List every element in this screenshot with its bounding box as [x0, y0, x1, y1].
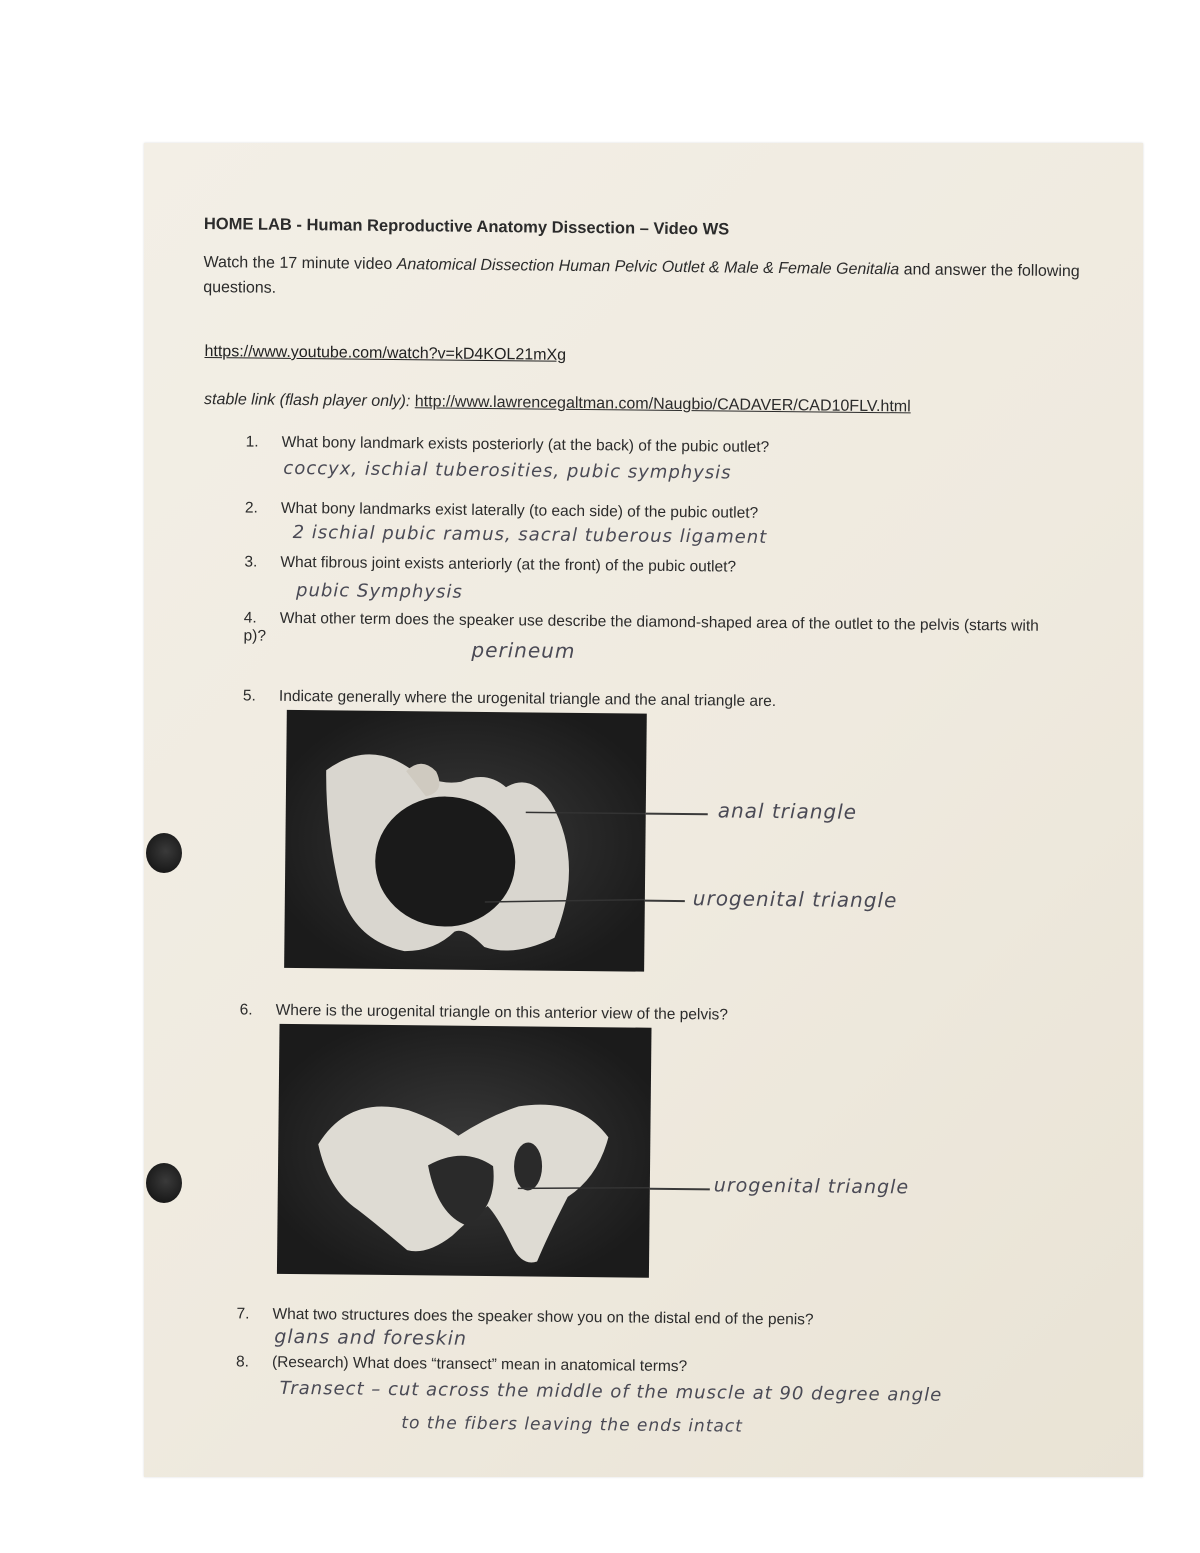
urogenital-leader-line [645, 900, 685, 902]
question-number: 6. [239, 1001, 253, 1019]
question-3 [244, 553, 736, 576]
intro-prefix: Watch the 17 minute video [203, 253, 397, 274]
stable-link-line [204, 391, 911, 416]
urogenital-triangle-label: urogenital triangle [692, 886, 898, 913]
answer-7: glans and foreskin [274, 1325, 468, 1350]
page-title: HOME LAB - Human Reproductive Anatomy Dissection – Video WS [203, 215, 730, 239]
question-number: 3. [244, 553, 258, 571]
anal-triangle-label: anal triangle [717, 798, 858, 824]
pelvis-outlet-illustration [284, 710, 647, 972]
stable-link-label: stable link (flash player only): [203, 391, 411, 411]
anal-leader-line [646, 813, 708, 815]
question-2 [245, 499, 758, 522]
intro-paragraph [203, 251, 1103, 310]
worksheet-content [203, 215, 1104, 1437]
intro-suffix: and answer the following questions. [203, 261, 1080, 297]
question-text: Indicate generally where the urogenital triangle and the anal triangle are. [278, 687, 777, 711]
answer-1: coccyx, ischial tuberosities, pubic symphysis [283, 457, 732, 484]
answer-4: perineum [471, 637, 576, 663]
question-4 [243, 609, 1063, 654]
question-text: What two structures does the speaker show you on the distal end of the penis? [272, 1305, 814, 1329]
question-6 [240, 1001, 728, 1024]
youtube-link[interactable]: https://www.youtube.com/watch?v=kD4KOL21mXg [204, 343, 567, 364]
answer-8-line-2: to the fibers leaving the ends intact [401, 1413, 743, 1437]
question-text: What fibrous joint exists anteriorly (at the front) of the pubic outlet? [280, 553, 737, 576]
question-text: What other term does the speaker use describe the diamond-shaped area of the outlet to the pelvis (starts with p)? [243, 609, 1039, 645]
stable-link-url[interactable]: http://www.lawrencegaltman.com/Naugbio/CADAVER/CAD10FLV.html [414, 393, 911, 416]
pelvis-anterior-photo [277, 1024, 652, 1278]
question-number: 2. [244, 499, 258, 517]
answer-3: pubic Symphysis [295, 579, 463, 603]
question-number: 7. [236, 1305, 250, 1323]
question-text: Where is the urogenital triangle on this anterior view of the pelvis? [275, 1001, 729, 1024]
urogenital-triangle-label-2: urogenital triangle [713, 1174, 910, 1199]
question-8 [236, 1353, 687, 1376]
worksheet-page [144, 143, 1143, 1477]
intro-video-title: Anatomical Dissection Human Pelvic Outlet & Male & Female Genitalia [396, 256, 900, 279]
answer-2: 2 ischial pubic ramus, sacral tuberous ligament [292, 521, 768, 548]
question-text: What bony landmarks exist laterally (to each side) of the pubic outlet? [280, 499, 759, 522]
question-number: 4. [243, 609, 257, 627]
question-text: What bony landmark exists posteriorly (at the back) of the pubic outlet? [281, 433, 770, 456]
pelvis-outlet-photo [284, 710, 647, 972]
question-1 [246, 433, 770, 456]
question-number: 1. [245, 433, 259, 451]
question-number: 5. [242, 687, 256, 705]
answer-8-line-1: Transect – cut across the middle of the muscle at 90 degree angle [279, 1377, 943, 1406]
punch-hole-top [146, 833, 182, 873]
punch-hole-bottom [146, 1163, 182, 1203]
question-number: 8. [235, 1353, 250, 1371]
pelvis-anterior-illustration [277, 1024, 652, 1278]
question-5 [243, 687, 776, 711]
question-text: (Research) What does “transect” mean in anatomical terms? [271, 1353, 688, 1376]
urogenital-leader-line-2 [650, 1188, 710, 1190]
